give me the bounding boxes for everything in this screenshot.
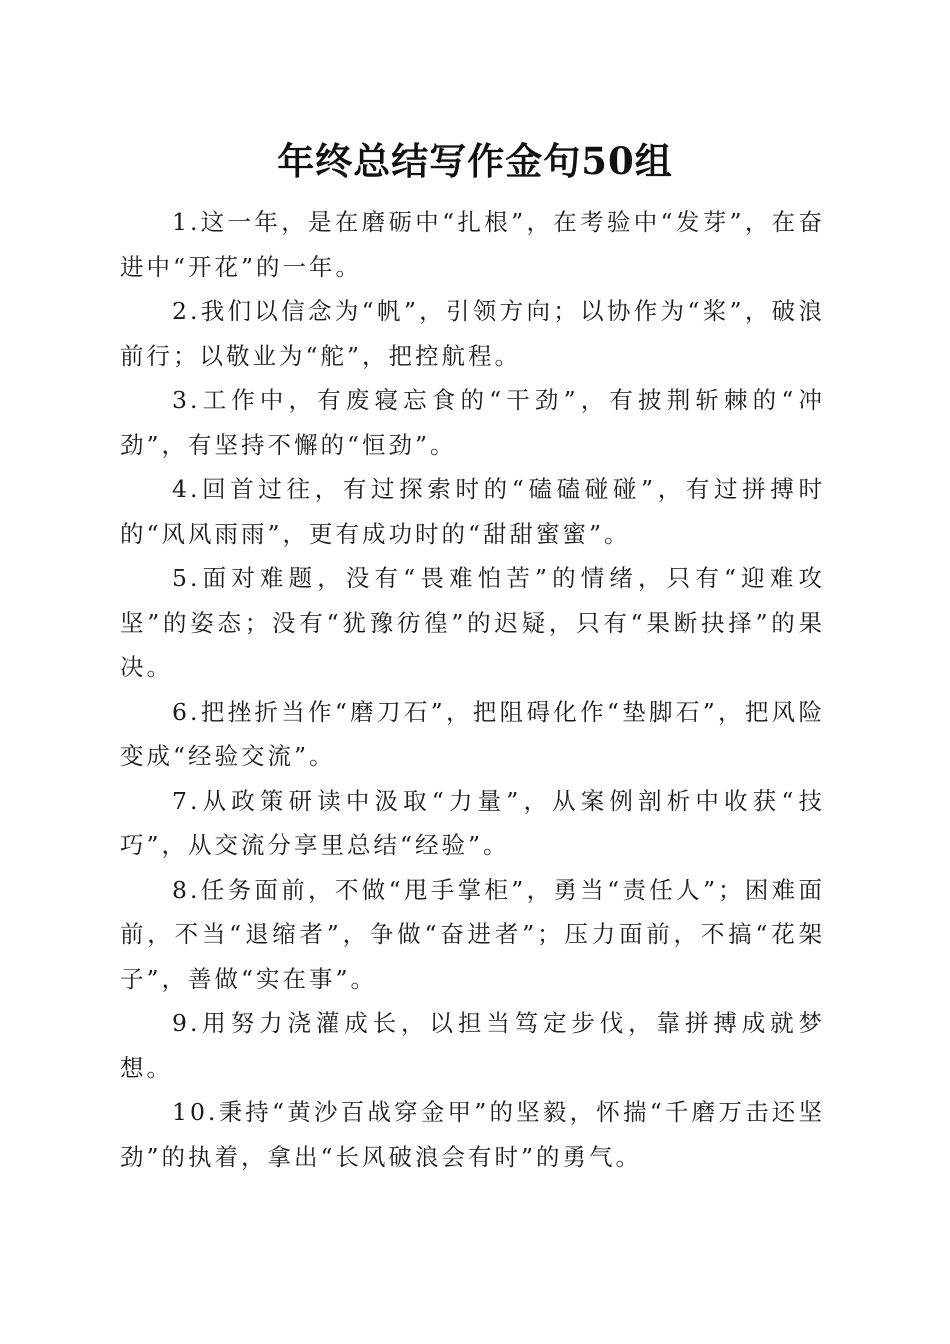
paragraph-3: 3.工作中，有废寝忘食的“干劲”，有披荆斩棘的“冲劲”，有坚持不懈的“恒劲”。 bbox=[120, 386, 825, 459]
paragraph-2: 2.我们以信念为“帆”，引领方向；以协作为“桨”，破浪前行；以敬业为“舵”，把控航程。 bbox=[120, 297, 825, 370]
paragraph-7: 7.从政策研读中汲取“力量”，从案例剖析中收获“技巧”，从交流分享里总结“经验”。 bbox=[120, 786, 825, 859]
document-body bbox=[120, 200, 825, 1179]
paragraph-1: 1.这一年，是在磨砺中“扎根”，在考验中“发芽”，在奋进中“开花”的一年。 bbox=[120, 208, 825, 281]
document-title: 年终总结写作金句50组 bbox=[277, 139, 673, 183]
paragraph-5: 5.面对难题，没有“畏难怕苦”的情绪，只有“迎难攻坚”的姿态；没有“犹豫彷徨”的迟疑，只有“果断抉择”的果决。 bbox=[120, 564, 825, 681]
paragraph-8: 8.任务面前，不做“甩手掌柜”，勇当“责任人”；困难面前，不当“退缩者”，争做“奋进者”；压力面前，不搞“花架子”，善做“实在事”。 bbox=[120, 875, 825, 993]
paragraph-10: 10.秉持“黄沙百战穿金甲”的坚毅，怀揣“千磨万击还坚劲”的执着，拿出“长风破浪会有时”的勇气。 bbox=[120, 1098, 825, 1171]
paragraph-4: 4.回首过往，有过探索时的“磕磕碰碰”，有过拼搏时的“风风雨雨”，更有成功时的“甜甜蜜蜜”。 bbox=[120, 475, 825, 548]
paragraph-9: 9.用努力浇灌成长，以担当笃定步伐，靠拼搏成就梦想。 bbox=[120, 1009, 825, 1082]
paragraph-6: 6.把挫折当作“磨刀石”，把阻碍化作“垫脚石”，把风险变成“经验交流”。 bbox=[120, 697, 825, 770]
